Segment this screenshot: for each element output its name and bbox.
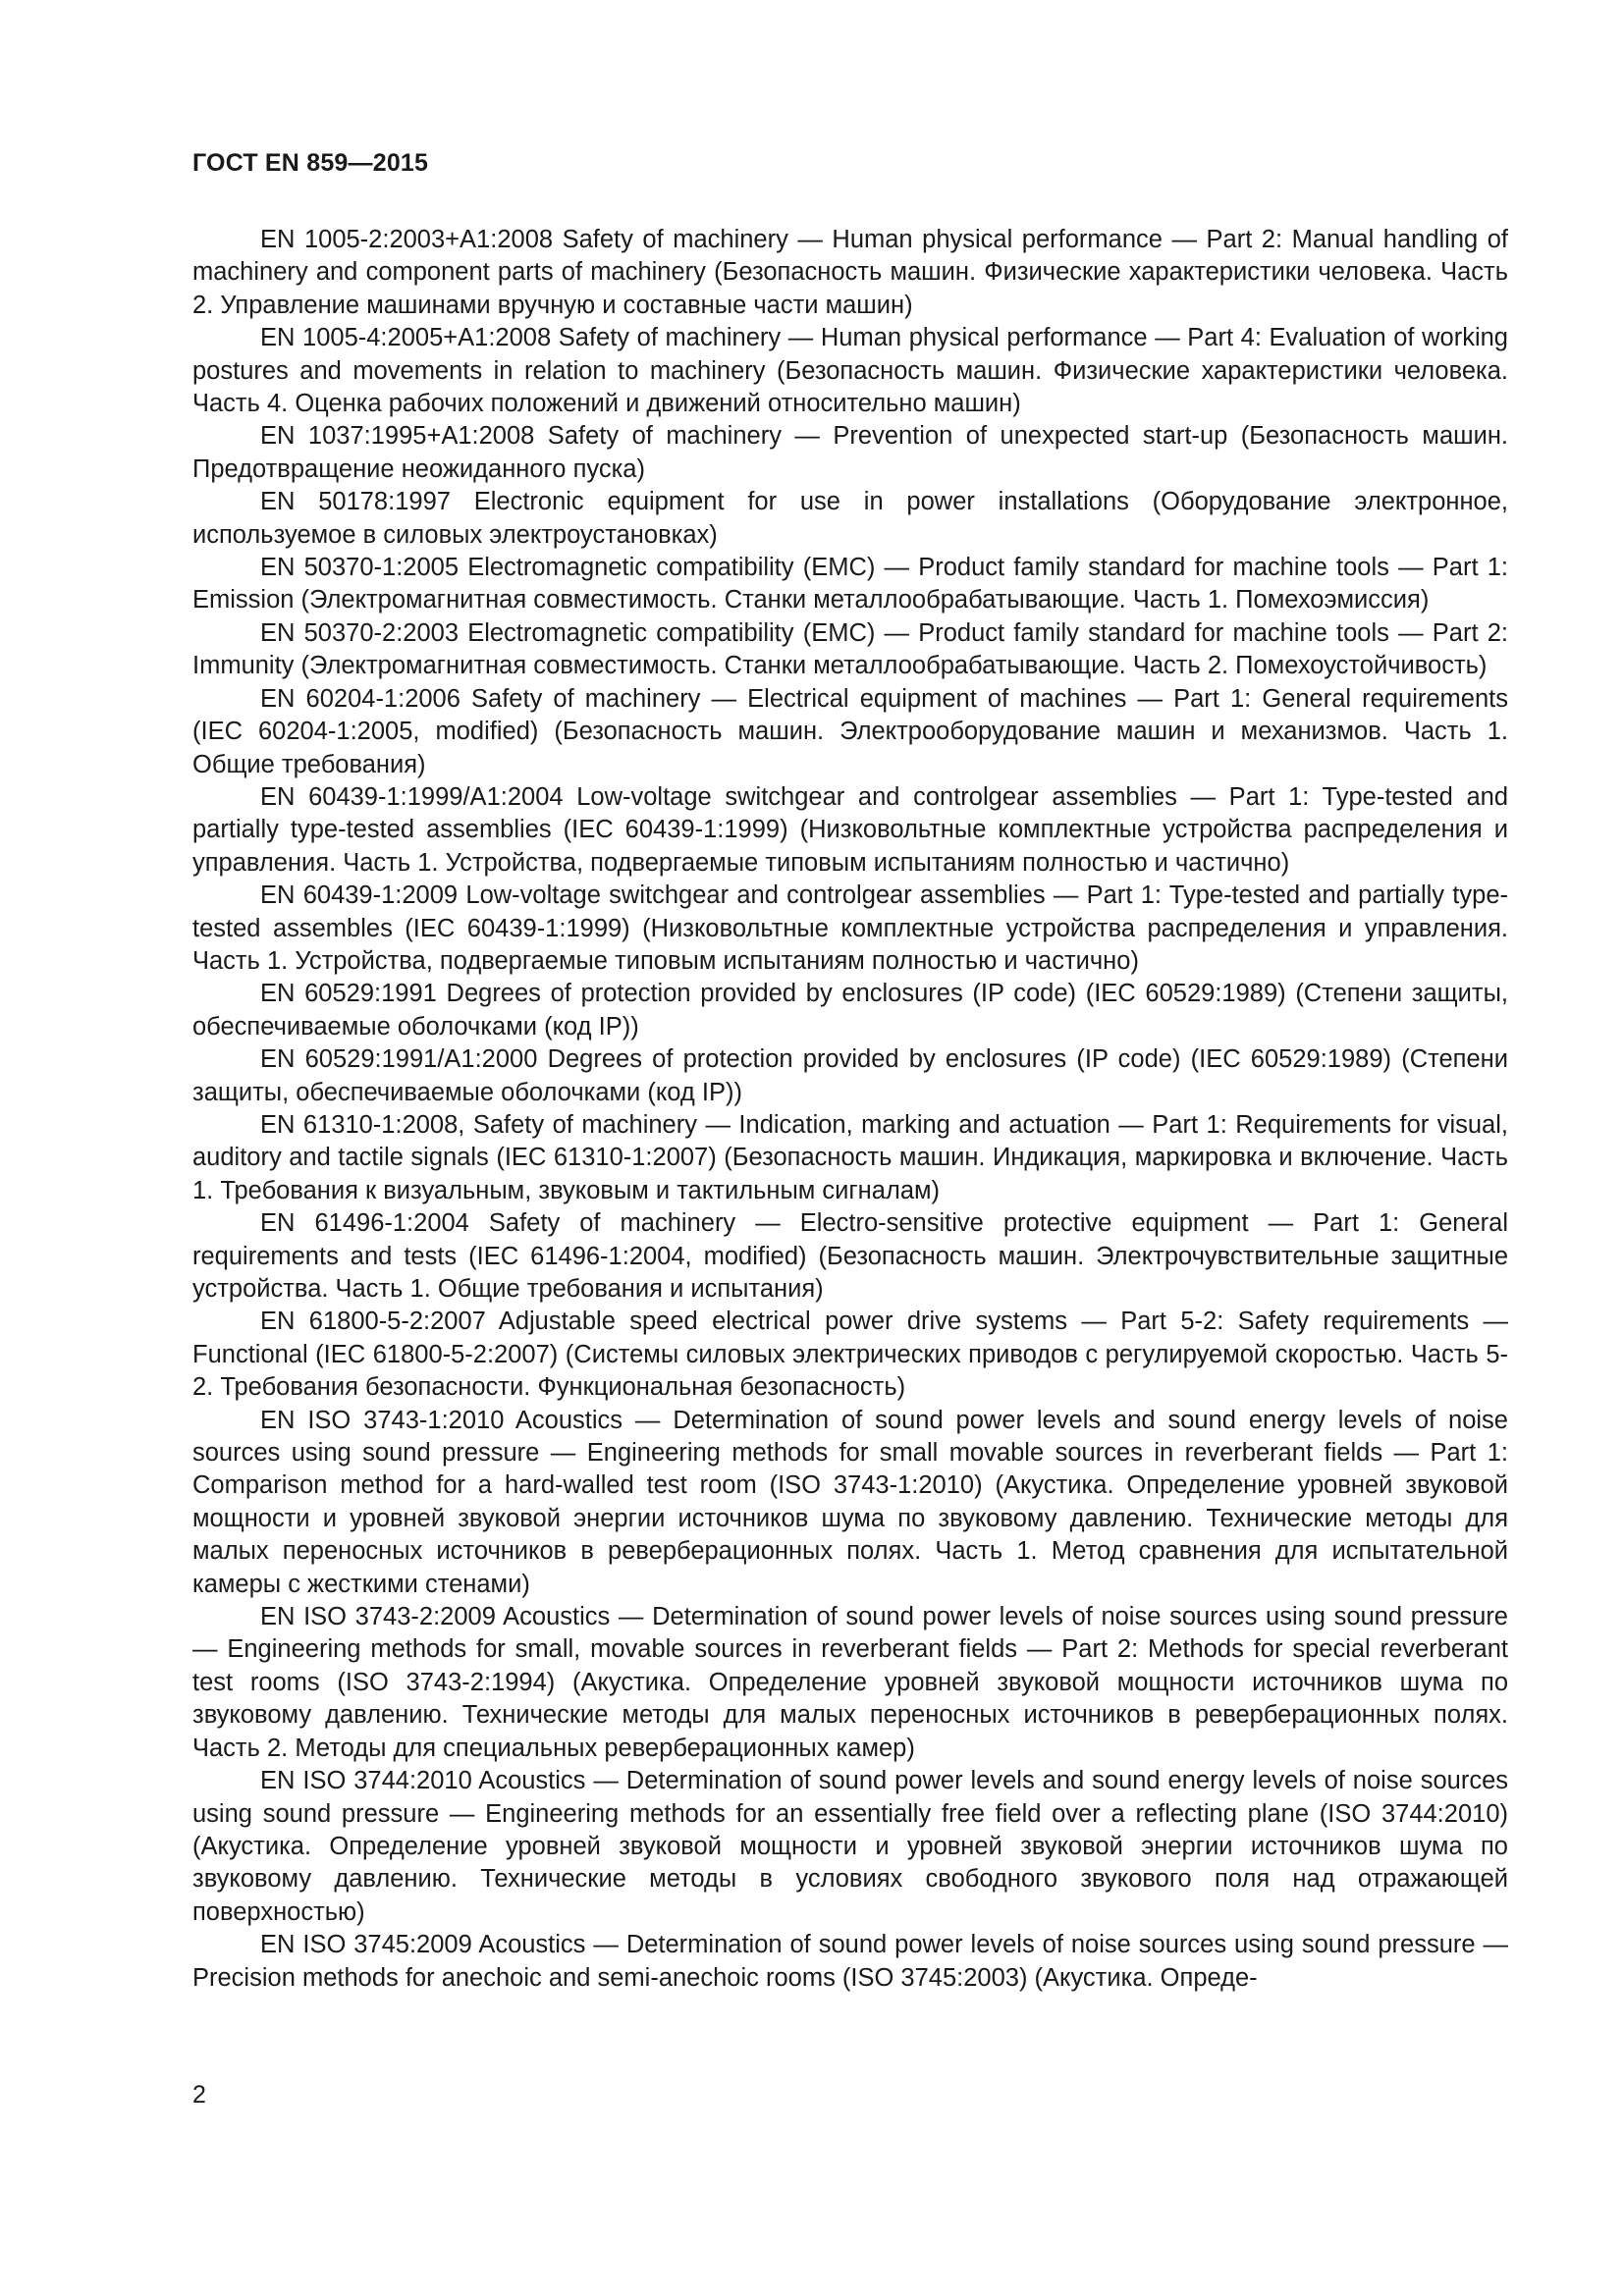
document-header: ГОСТ EN 859—2015 [192, 149, 429, 177]
references-list [192, 224, 1508, 1995]
reference-entry: EN 61496-1:2004 Safety of machinery — Electro-sensitive protective equipment — Part 1: General requirements and tests (IEC 61496-1:2004, modified) (Безопасность машин. Электрочувствительные защитные устройства. Часть 1. Общие требования и испытания) [192, 1209, 1508, 1303]
reference-entry: EN 60204-1:2006 Safety of machinery — Electrical equipment of machines — Part 1: General requirements (IEC 60204-1:2005, modified) (Безопасность машин. Электрооборудование машин и механизмов. Часть 1. Общие требования) [192, 684, 1508, 778]
reference-entry: EN 60529:1991 Degrees of protection provided by enclosures (IP code) (IEC 60529:1989) (Степени защиты, обеспечиваемые оболочками (код IP)) [192, 980, 1508, 1041]
reference-entry: EN 60439-1:2009 Low-voltage switchgear and controlgear assemblies — Part 1: Type-tested and partially type-tested assembles (IEC 60439-1:1999) (Низковольтные комплектные устройства распределения и управления. Часть 1. Устройства, подвергаемые типовым испытаниям полностью и частично) [192, 881, 1508, 975]
reference-entry: EN 50370-2:2003 Electromagnetic compatibility (EMC) — Product family standard for machine tools — Part 2: Immunity (Электромагнитная совместимость. Станки металлообрабатывающие. Часть 2. Помехоустойчивость) [192, 618, 1508, 680]
reference-entry: EN 1005-2:2003+A1:2008 Safety of machinery — Human physical performance — Part 2: Manual handling of machinery and component parts of machinery (Безопасность машин. Физические характеристики человека. Часть 2. Управление машинами вручную и составные части машин) [192, 226, 1508, 319]
reference-entry: EN ISO 3745:2009 Acoustics — Determination of sound power levels of noise sources using sound pressure — Precision methods for anechoic and semi-anechoic rooms (ISO 3745:2003) (Акустика. Опреде- [192, 1931, 1508, 1992]
reference-entry: EN 1005-4:2005+A1:2008 Safety of machinery — Human physical performance — Part 4: Evaluation of working postures and movements in relation to machinery (Безопасность машин. Физические характеристики человека. Часть 4. Оценка рабочих положений и движений относительно машин) [192, 324, 1508, 418]
reference-entry: EN 50370-1:2005 Electromagnetic compatibility (EMC) — Product family standard for machine tools — Part 1: Emission (Электромагнитная совместимость. Станки металлообрабатывающие. Часть 1. Помехоэмиссия) [192, 554, 1508, 614]
reference-entry: EN 50178:1997 Electronic equipment for use in power installations (Оборудование электронное, используемое в силовых электроустановках) [192, 488, 1508, 549]
reference-entry: EN 61800-5-2:2007 Adjustable speed electrical power drive systems — Part 5-2: Safety requirements — Functional (IEC 61800-5-2:2007) (Системы силовых электрических приводов с регулируемой скоростью. Часть 5-2. Требования безопасности. Функциональная безопасность) [192, 1308, 1508, 1402]
reference-entry: EN 60439-1:1999/A1:2004 Low-voltage switchgear and controlgear assemblies — Part 1: Type-tested and partially type-tested assemblies (IEC 60439-1:1999) (Низковольтные комплектные устройства распределения и управления. Часть 1. Устройства, подвергаемые типовым испытаниям полностью и частично) [192, 782, 1508, 877]
page-number: 2 [192, 2081, 206, 2109]
reference-entry: EN ISO 3744:2010 Acoustics — Determination of sound power levels and sound energy levels of noise sources using sound pressure — Engineering methods for an essentially free field over a reflecting plane (ISO 3744:2010) (Акустика. Определение уровней звуковой мощности и уровней звуковой энергии источников шума по звуковому давлению. Технические методы в условиях свободного звукового поля над отражающей поверхностью) [192, 1767, 1508, 1926]
reference-entry: EN 61310-1:2008, Safety of machinery — Indication, marking and actuation — Part 1: Requirements for visual, auditory and tactile signals (IEC 61310-1:2007) (Безопасность машин. Индикация, маркировка и включение. Часть 1. Требования к визуальным, звуковым и тактильным сигналам) [192, 1110, 1508, 1204]
reference-entry: EN 60529:1991/A1:2000 Degrees of protection provided by enclosures (IP code) (IEC 60529:1989) (Степени защиты, обеспечиваемые оболочками (код IP)) [192, 1045, 1508, 1106]
reference-entry: EN 1037:1995+A1:2008 Safety of machinery — Prevention of unexpected start-up (Безопасность машин. Предотвращение неожиданного пуска) [192, 422, 1508, 483]
reference-entry: EN ISO 3743-1:2010 Acoustics — Determination of sound power levels and sound energy levels of noise sources using sound pressure — Engineering methods for small movable sources in reverberant fields — Part 1: Comparison method for a hard-walled test room (ISO 3743-1:2010) (Акустика. Определение уровней звуковой мощности и уровней звуковой энергии источников шума по звуковому давлению. Технические методы для малых переносных источников в реверберационных полях. Часть 1. Метод сравнения для испытательной камеры с жесткими стенами) [192, 1406, 1508, 1598]
reference-entry: EN ISO 3743-2:2009 Acoustics — Determination of sound power levels of noise sources using sound pressure — Engineering methods for small, movable sources in reverberant fields — Part 2: Methods for special reverberant test rooms (ISO 3743-2:1994) (Акустика. Определение уровней звуковой мощности источников шума по звуковому давлению. Технические методы для малых переносных источников в реверберационных полях. Часть 2. Методы для специальных реверберационных камер) [192, 1603, 1508, 1762]
